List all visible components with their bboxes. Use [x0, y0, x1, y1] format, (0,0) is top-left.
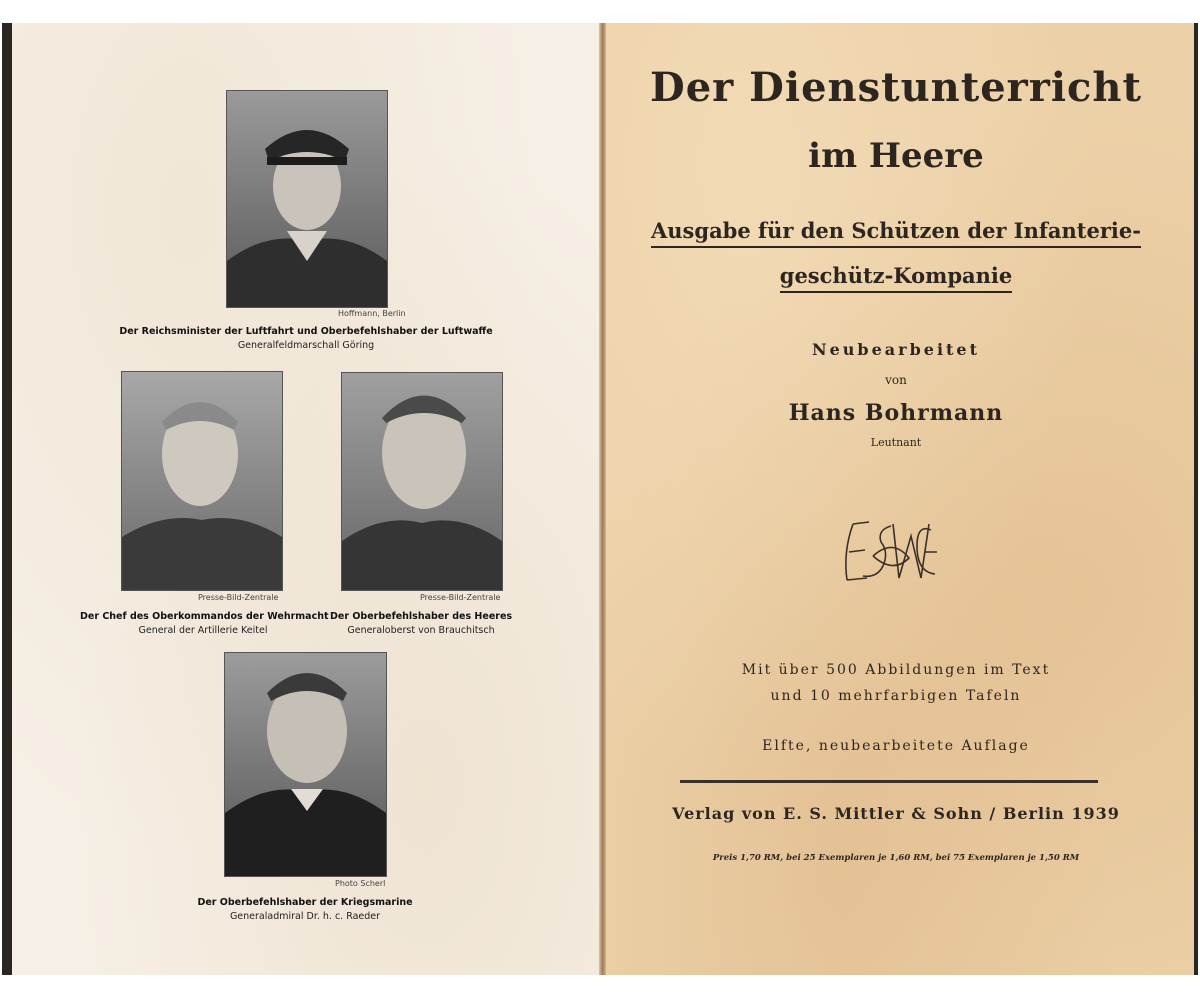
- portrait-caption-name: General der Artillerie Keitel: [138, 625, 268, 636]
- book-subtitle-line1: Ausgabe für den Schützen der Infanterie-: [651, 218, 1141, 248]
- book-subtitle-line2: geschütz-Kompanie: [780, 263, 1012, 293]
- book-subtitle: [600, 218, 1192, 243]
- author-name: Hans Bohrmann: [788, 400, 1004, 426]
- price-line: Preis 1,70 RM, bei 25 Exemplaren je 1,60 RM, bei 75 Exemplaren je 1,50 RM: [712, 853, 1080, 863]
- portrait-caption-title: Der Chef des Oberkommandos der Wehrmacht: [80, 611, 329, 622]
- by-label: von: [885, 373, 907, 387]
- revised-label: Neubearbeitet: [811, 340, 980, 359]
- portrait-photo-raeder: [224, 652, 387, 877]
- photo-credit: Presse-Bild-Zentrale: [198, 593, 279, 602]
- portrait-caption-name: Generaladmiral Dr. h. c. Raeder: [229, 911, 381, 922]
- publisher-monogram-logo: [833, 512, 948, 592]
- portrait-photo-keitel: [121, 371, 283, 591]
- book-title-line2: im Heere: [808, 136, 984, 176]
- photo-credit: Hoffmann, Berlin: [338, 309, 406, 318]
- photo-credit: Photo Scherl: [335, 879, 386, 888]
- photo-credit: Presse-Bild-Zentrale: [420, 593, 501, 602]
- divider-rule: [680, 780, 1098, 783]
- edition-note: Elfte, neubearbeitete Auflage: [762, 738, 1030, 754]
- book-subtitle-2: [600, 263, 1192, 288]
- portrait-caption-title: Der Oberbefehlshaber des Heeres: [330, 611, 513, 622]
- portrait-caption-name: Generaloberst von Brauchitsch: [347, 625, 495, 636]
- illustrations-note-2: und 10 mehrfarbigen Tafeln: [770, 688, 1022, 704]
- portrait-photo-brauchitsch: [341, 372, 503, 591]
- portrait-caption-title: Der Oberbefehlshaber der Kriegsmarine: [197, 897, 413, 908]
- illustrations-note: Mit über 500 Abbildungen im Text: [741, 662, 1051, 678]
- portrait-photo-goering: [226, 90, 388, 308]
- author-rank: Leutnant: [870, 436, 922, 449]
- portrait-caption-name: Generalfeldmarschall Göring: [237, 340, 375, 351]
- book-title: Der Dienstunterricht: [650, 64, 1142, 111]
- publisher-line: Verlag von E. S. Mittler & Sohn / Berlin 1939: [672, 804, 1120, 823]
- portrait-caption-title: Der Reichsminister der Luftfahrt und Oberbefehlshaber der Luftwaffe: [119, 326, 493, 337]
